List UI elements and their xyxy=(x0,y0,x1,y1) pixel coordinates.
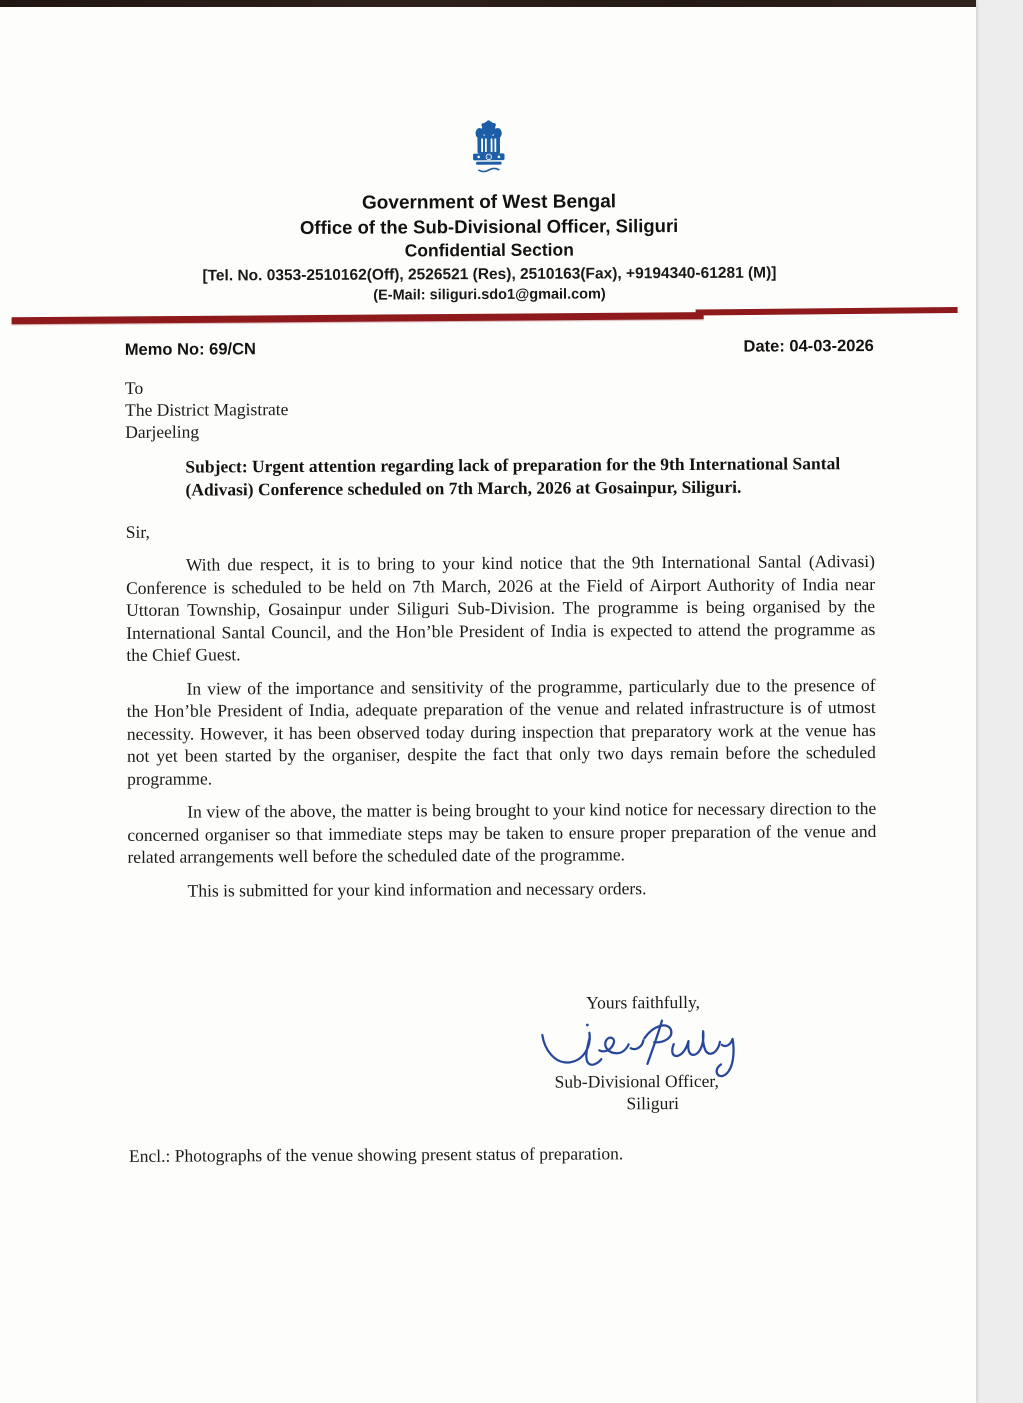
recipient-place: Darjeeling xyxy=(125,421,200,442)
government-name: Government of West Bengal xyxy=(361,191,617,214)
subject-line: Subject: Urgent attention regarding lack of preparation for the 9th International Santal (Adivasi) Conference scheduled on 7th March, 2026 at Gosainpur, Siliguri. xyxy=(185,452,841,500)
memo-date: Date: 04-03-2026 xyxy=(743,336,874,356)
recipient-name: The District Magistrate xyxy=(125,398,289,420)
signatory-designation: Sub-Divisional Officer, xyxy=(554,1070,719,1092)
recipient-to: To xyxy=(124,377,144,398)
closing-block xyxy=(554,990,795,1115)
salutation: Sir, xyxy=(125,521,150,542)
office-name: Office of the Sub-Divisional Officer, Siliguri xyxy=(299,215,679,238)
letter-content xyxy=(0,4,982,1167)
ashoka-emblem-icon xyxy=(463,119,515,185)
telephone-line: [Tel. No. 0353-2510162(Off), 2526521 (Res), 2510163(Fax), +9194340-61281 (M)] xyxy=(202,264,777,285)
header-rule-right-segment xyxy=(696,307,958,316)
body-paragraph-4: This is submitted for your kind information and necessary orders. xyxy=(187,877,647,901)
email-line: (E-Mail: siliguri.sdo1@gmail.com) xyxy=(373,286,606,304)
enclosure-note: Encl.: Photographs of the venue showing present status of preparation. xyxy=(128,1142,624,1166)
header-rule-left-segment xyxy=(12,312,704,324)
body-paragraph-2: In view of the importance and sensitivity of the programme, particularly due to the presence of the Hon’ble President of India, adequate preparation of the venue and related infrastructure is of utmost necessity. However, it has been observed today during inspection that preparatory work at the venue has not yet been started by the organiser, despite the fact that only two days remain before the scheduled programme. xyxy=(126,674,876,789)
body-paragraph-1: With due respect, it is to bring to your kind notice that the 9th International Santal (Adivasi) Conference is scheduled to be held on 7th March, 2026 at the Field of Airport Authority of India near Uttoran Township, Gosainpur under Siliguri Sub-Division. The programme is being organised by the International Santal Council, and the Hon’ble President of India is expected to attend the programme as the Chief Guest. xyxy=(125,550,876,665)
letter-body xyxy=(2,334,982,1167)
letterhead xyxy=(0,4,978,307)
valediction: Yours faithfully, xyxy=(586,991,701,1013)
memo-number: Memo No: 69/CN xyxy=(124,340,256,359)
header-rule xyxy=(2,305,978,326)
memo-row xyxy=(125,335,874,361)
recipient-address xyxy=(125,372,874,442)
signatory-place: Siliguri xyxy=(626,1093,680,1114)
section-name: Confidential Section xyxy=(404,239,574,261)
body-paragraph-3: In view of the above, the matter is being brought to your kind notice for necessary direction to the concerned organiser so that immediate steps may be taken to ensure proper preparation of the venue and related arrangements well before the scheduled date of the programme. xyxy=(127,797,877,867)
